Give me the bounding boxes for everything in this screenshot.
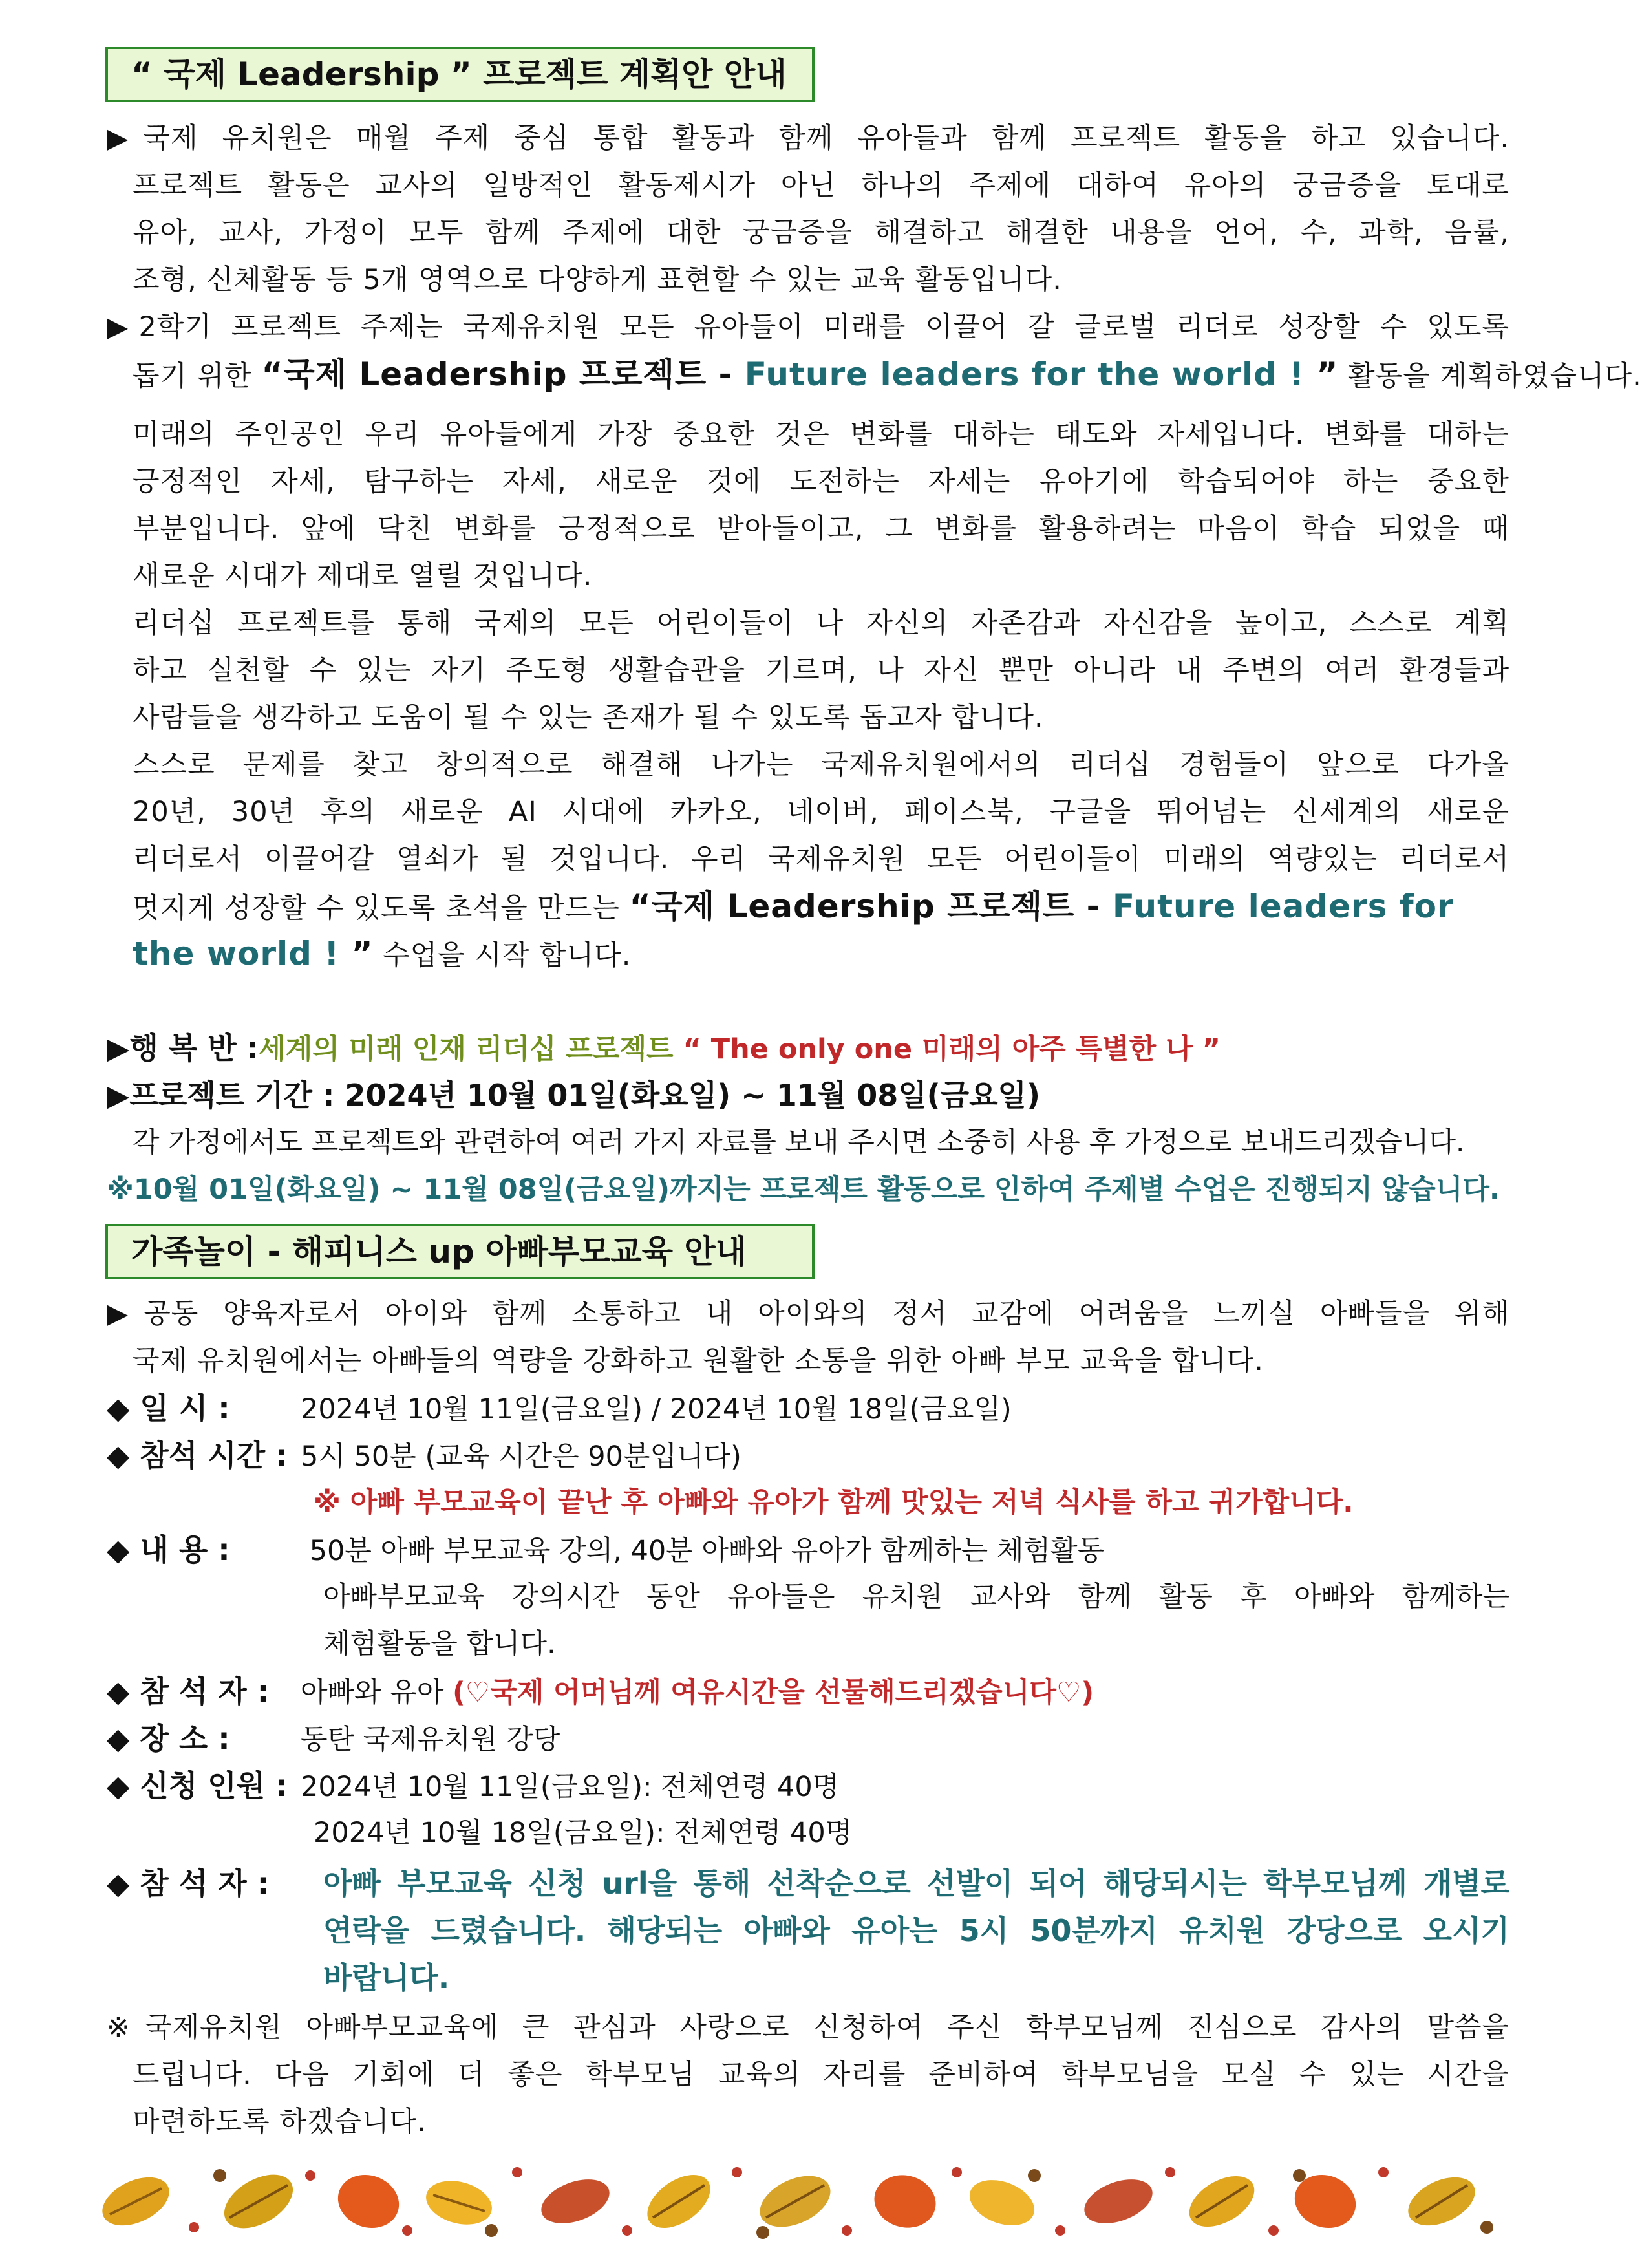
text-line: 드립니다. 다음 기회에 더 좋은 학부모님 교육의 자리를 준비하여 학부모님을 모실 수 있는 시간을 [133, 2059, 1509, 2091]
leaf-icon [95, 2168, 177, 2235]
quote-mark: ” [351, 935, 374, 972]
text-line: 스스로 문제를 찾고 창의적으로 해결해 나가는 국제유치원에서의 리더십 경험들이 앞으로 다가올 [133, 749, 1509, 781]
leaf-icon [535, 2171, 615, 2232]
text-line: 유아, 교사, 가정이 모두 함께 주제에 대한 궁금증을 해결하고 해결한 내용을 언어, 수, 과학, 음률, [133, 217, 1509, 249]
place-label: ◆ 장 소 : [107, 1721, 230, 1756]
text-line [107, 351, 1642, 398]
leaf-icon [421, 2174, 496, 2232]
home-note: 각 가정에서도 프로젝트와 관련하여 여러 가지 자료를 보내 주시면 소중히 사용 후 가정으로 보내드리겠습니다. [133, 1126, 1465, 1159]
attendee2-detail: 연락을 드렸습니다. 해당되는 아빠와 유아는 5시 50분까지 유치원 강당으로 오시기 [323, 1913, 1509, 1948]
text-line: 긍정적인 자세, 탐구하는 자세, 새로운 것에 도전하는 자세는 유아기에 학습되어야 하는 중요한 [133, 465, 1509, 498]
text-line: 사람들을 생각하고 도움이 될 수 있는 존재가 될 수 있도록 돕고자 합니다. [133, 701, 1044, 734]
leaf-icon [868, 2168, 941, 2234]
section1-body [107, 411, 1509, 978]
class-info [107, 1025, 1221, 1072]
attendee2-label: ◆ 참 석 자 : [107, 1866, 270, 1901]
text-line: 20년, 30년 후의 새로운 AI 시대에 카카오, 네이버, 페이스북, 구글을 뛰어넘는 신세계의 새로운 [133, 796, 1509, 828]
leaf-icon [963, 2172, 1041, 2234]
text-line: 조형, 신체활동 등 5개 영역으로 다양하게 표현할 수 있는 교육 활동입니다. [133, 264, 1062, 296]
project-period: ▶프로젝트 기간 : 2024년 10월 01일(화요일) ~ 11월 08일(금요일) [107, 1078, 1041, 1113]
text-line: 국제 유치원에서는 아빠들의 역량을 강화하고 원활한 소통을 위한 아빠 부모 교육을 합니다. [133, 1345, 1264, 1377]
time-label: ◆ 참석 시간 : [107, 1438, 288, 1473]
leaf-icon [1401, 2168, 1483, 2235]
class-project: 세계의 미래 인재 리더십 프로젝트 [259, 1033, 683, 1065]
project-slogan: Future leaders for [1112, 888, 1454, 925]
text-line [107, 930, 1509, 978]
leaf-icon [1180, 2166, 1263, 2237]
capacity-row [107, 1762, 839, 1810]
section1-title: “ 국제 Leadership ” 프로젝트 계획안 안내 [105, 47, 815, 102]
text-line: ▶2학기 프로젝트 주제는 국제유치원 모든 유아들이 미래를 이끌어 갈 글로벌 리더로 성장할 수 있도록 [107, 311, 1509, 343]
class-quote: “ The only one 미래의 아주 특별한 나 ” [683, 1033, 1221, 1065]
leaf-icon [638, 2164, 720, 2239]
capacity-value: 2024년 10월 11일(금요일): 전체연령 40명 [301, 1771, 840, 1803]
attendee-label: ◆ 참 석 자 : [107, 1674, 270, 1709]
text-line [107, 883, 1509, 930]
project-slogan: Future leaders for the world ! [744, 356, 1317, 393]
leaf-icon [215, 2164, 302, 2240]
attendee2-row [107, 1860, 301, 1907]
content-value: 50분 아빠 부모교육 강의, 40분 아빠와 유아가 함께하는 체험활동 [301, 1535, 1105, 1567]
attendee2-detail: 바랍니다. [323, 1960, 450, 1995]
text-line: 마련하도록 하겠습니다. [133, 2106, 427, 2138]
attendee-value: 아빠와 유아 [301, 1676, 453, 1709]
text-span: 돕기 위한 [133, 360, 262, 392]
place-value: 동탄 국제유치원 강당 [301, 1724, 560, 1756]
section2-intro [107, 1290, 1509, 1385]
section2-title: 가족놀이 - 해피니스 up 아빠부모교육 안내 [105, 1224, 815, 1279]
leaf-icon [330, 2166, 407, 2236]
capacity-value: 2024년 10월 18일(금요일): 전체연령 40명 [314, 1817, 853, 1849]
project-slogan: the world ! [133, 935, 352, 972]
text-line: ▶공동 양육자로서 아이와 함께 소통하고 내 아이와의 정서 교감에 어려움을 느끼실 아빠들을 위해 [107, 1298, 1509, 1330]
text-line: ▶국제 유치원은 매월 주제 중심 통합 활동과 함께 유아들과 함께 프로젝트 활동을 하고 있습니다. [107, 122, 1509, 155]
autumn-leaves-border [97, 2156, 1506, 2247]
class-label: ▶행 복 반 : [107, 1031, 259, 1065]
content-detail: 체험활동을 합니다. [323, 1628, 556, 1660]
text-line: 리더로서 이끌어갈 열쇠가 될 것입니다. 우리 국제유치원 모든 어린이들이 미래의 역량있는 리더로서 [133, 843, 1509, 875]
place-row [107, 1715, 560, 1762]
date-value: 2024년 10월 11일(금요일) / 2024년 10월 18일(금요일) [301, 1393, 1012, 1426]
dinner-note: ※ 아빠 부모교육이 끝난 후 아빠와 유아가 함께 맛있는 저녁 식사를 하고 귀가합니다. [314, 1486, 1354, 1519]
text-line: 새로운 시대가 제대로 열릴 것입니다. [133, 560, 593, 592]
content-label: ◆ 내 용 : [107, 1532, 230, 1567]
leaf-icon [1078, 2171, 1158, 2232]
capacity-label: ◆ 신청 인원 : [107, 1768, 288, 1803]
attendee2-detail: 아빠 부모교육 신청 url을 통해 선착순으로 선발이 되어 해당되시는 학부모님께 개별로 [323, 1866, 1509, 1901]
text-line: ※국제유치원 아빠부모교육에 큰 관심과 사랑으로 신청하여 주신 학부모님께 진심으로 감사의 말씀을 [107, 2011, 1509, 2044]
text-span: 멋지게 성장할 수 있도록 초석을 만드는 [133, 892, 630, 925]
quote-mark: ” [1316, 356, 1339, 393]
date-label: ◆ 일 시 : [107, 1391, 230, 1426]
time-row [107, 1432, 741, 1479]
text-span: 수업을 시작 합니다. [373, 939, 632, 972]
time-value: 5시 50분 (교육 시간은 90분입니다) [301, 1440, 741, 1473]
attendee-note: (♡국제 어머님께 여유시간을 선물해드리겠습니다♡) [453, 1676, 1094, 1709]
text-span: 활동을 계획하였습니다. [1338, 360, 1642, 392]
closing-note [107, 2004, 1509, 2146]
text-line: 미래의 주인공인 우리 유아들에게 가장 중요한 것은 변화를 대하는 태도와 자세입니다. 변화를 대하는 [133, 418, 1509, 451]
content-row [107, 1526, 1104, 1574]
date-row [107, 1385, 1012, 1432]
attendee-row [107, 1668, 1094, 1715]
text-line: 리더십 프로젝트를 통해 국제의 모든 어린이들이 나 자신의 자존감과 자신감을 높이고, 스스로 계획 [133, 607, 1509, 639]
text-line: 프로젝트 활동은 교사의 일방적인 활동제시가 아닌 하나의 주제에 대하여 유아의 궁금증을 토대로 [133, 169, 1509, 202]
text-line: 부분입니다. 앞에 닥친 변화를 긍정적으로 받아들이고, 그 변화를 활용하려는 마음이 학습 되었을 때 [133, 513, 1509, 545]
schedule-note: ※10월 01일(화요일) ~ 11월 08일(금요일)까지는 프로젝트 활동으로 인하여 주제별 수업은 진행되지 않습니다. [107, 1173, 1500, 1206]
text-line: 하고 실천할 수 있는 자기 주도형 생활습관을 기르며, 나 자신 뿐만 아니라 내 주변의 여러 환경들과 [133, 654, 1509, 687]
project-name: “국제 Leadership 프로젝트 - [629, 888, 1113, 925]
content-detail: 아빠부모교육 강의시간 동안 유아들은 유치원 교사와 함께 활동 후 아빠와 함께하는 [323, 1581, 1509, 1613]
section1-intro [107, 115, 1642, 398]
project-name: “국제 Leadership 프로젝트 - [261, 356, 745, 393]
